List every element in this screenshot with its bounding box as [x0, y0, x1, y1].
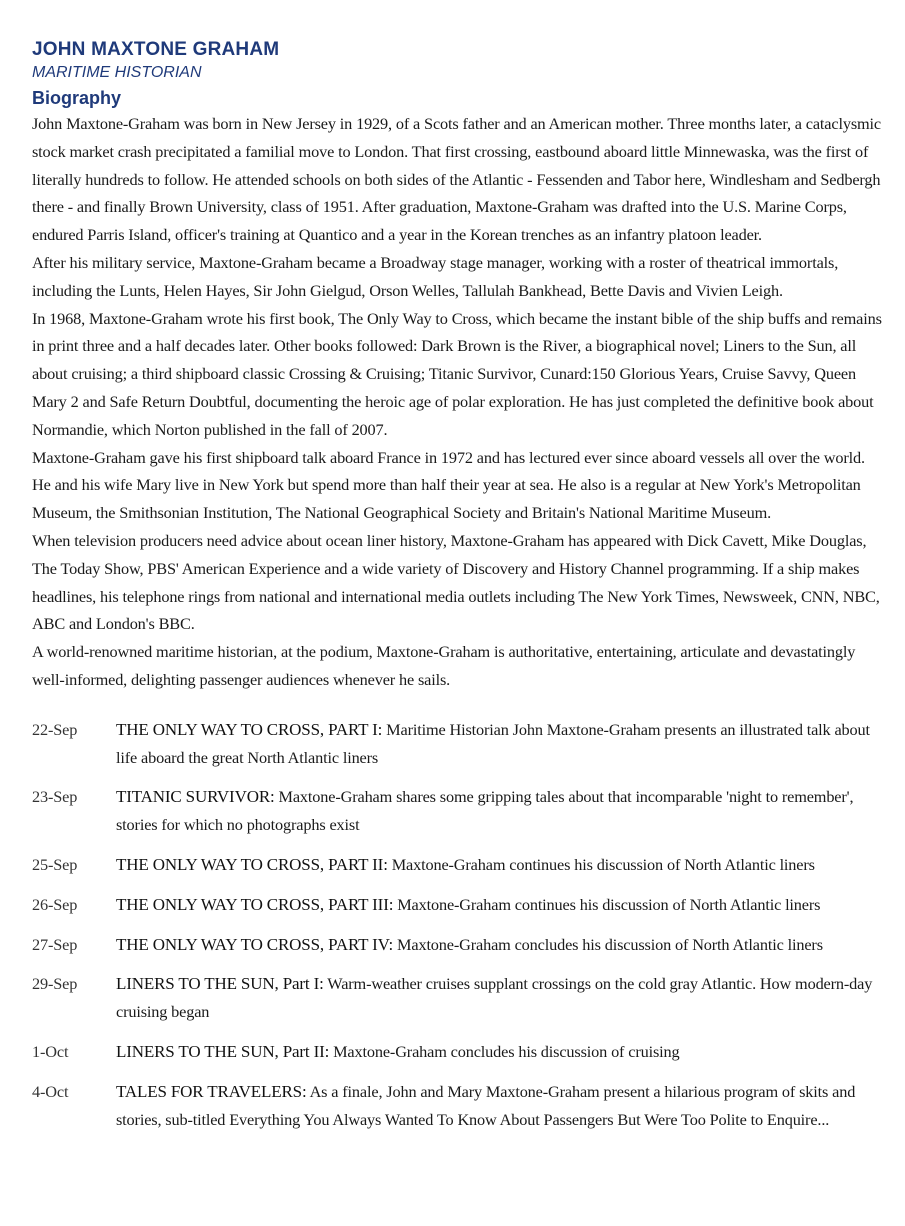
section-heading: Biography: [32, 88, 122, 108]
event-text: Maxtone-Graham concludes his discussion of North Atlantic liners: [393, 934, 823, 954]
bio-paragraph: After his military service, Maxtone-Graham became a Broadway stage manager, working with a roster of theatrical immortals, including the Lunts, Helen Hayes, Sir John Gielgud, Orson Welles, Tallulah Bankhead, Bette Davis and Vivien Leigh.: [32, 252, 839, 300]
event-text: Warm-weather cruises supplant crossings on the cold gray Atlantic. How modern-day cruising began: [116, 974, 873, 1022]
schedule-row: [32, 970, 882, 1026]
event-description: [116, 1038, 882, 1066]
schedule-row: [32, 716, 882, 772]
schedule-row: [32, 851, 882, 879]
bio-paragraph: In 1968, Maxtone-Graham wrote his first book, The Only Way to Cross, which became the instant bible of the ship buffs and remains in print three and a half decades later. Other books followed: Dark Brown is the River, a biographical novel; Liners to the Sun, all about cruising; a third shipboard classic Crossing & Cruising; Titanic Survivor, Cunard:150 Glorious Years, Cruise Savvy, Queen Mary 2 and Safe Return Doubtful, documenting the heroic age of polar exploration. He has just completed the definitive book about Normandie, which Norton published in the fall of 2007.: [32, 308, 882, 439]
event-text: Maxtone-Graham continues his discussion of North Atlantic liners: [387, 854, 815, 874]
document-page: [32, 38, 882, 1145]
lecture-schedule: [32, 716, 882, 1134]
event-title: LINERS TO THE SUN, Part II:: [116, 1041, 330, 1061]
event-date: 26-Sep: [32, 894, 78, 914]
event-title: THE ONLY WAY TO CROSS, PART II:: [116, 854, 388, 874]
event-title: THE ONLY WAY TO CROSS, PART III:: [116, 894, 394, 914]
event-date: 4-Oct: [32, 1081, 69, 1101]
biography-text: [32, 110, 882, 694]
event-text: Maxtone-Graham shares some gripping tales about that incomparable 'night to remember', stories for which no photographs exist: [116, 787, 854, 835]
bio-paragraph: Maxtone-Graham gave his first shipboard talk aboard France in 1972 and has lectured ever since aboard vessels all over the world. He and his wife Mary live in New York but spend more than half their year at sea. He also is a regular at New York's Metropolitan Museum, the Smithsonian Institution, The National Geographical Society and Britain's National Maritime Museum.: [32, 447, 865, 523]
event-date: 1-Oct: [32, 1041, 69, 1061]
event-text: As a finale, John and Mary Maxtone-Graham present a hilarious program of skits and stories, sub-titled Everything You Always Wanted To Know About Passengers But Were Too Polite to Enquire...: [116, 1081, 856, 1129]
event-description: [116, 931, 882, 959]
event-text: Maritime Historian John Maxtone-Graham presents an illustrated talk about life aboard the great North Atlantic liners: [116, 719, 870, 767]
schedule-row: [32, 891, 882, 919]
event-title: TITANIC SURVIVOR:: [116, 787, 275, 807]
event-description: [116, 1078, 882, 1134]
event-description: [116, 851, 882, 879]
event-title: THE ONLY WAY TO CROSS, PART IV:: [116, 934, 394, 954]
bio-paragraph: When television producers need advice about ocean liner history, Maxtone-Graham has appeared with Dick Cavett, Mike Douglas, The Today Show, PBS' American Experience and a wide variety of Discovery and History Channel programming. If a ship makes headlines, his telephone rings from national and international media outlets including The New York Times, Newsweek, CNN, NBC, ABC and London's BBC.: [32, 530, 880, 634]
schedule-row: [32, 783, 882, 839]
event-title: TALES FOR TRAVELERS:: [116, 1081, 307, 1101]
event-description: [116, 970, 882, 1026]
event-description: [116, 716, 882, 772]
event-date: 27-Sep: [32, 934, 78, 954]
schedule-row: [32, 1078, 882, 1134]
schedule-row: [32, 1038, 882, 1066]
event-title: LINERS TO THE SUN, Part I:: [116, 974, 324, 994]
lecturer-name: JOHN MAXTONE GRAHAM: [32, 39, 280, 60]
bio-paragraph: John Maxtone-Graham was born in New Jersey in 1929, of a Scots father and an American mother. Three months later, a cataclysmic stock market crash precipitated a familial move to London. That first crossing, eastbound aboard little Minnewaska, was the first of literally hundreds to follow. He attended schools on both sides of the Atlantic - Fessenden and Tabor here, Windlesham and Sedbergh there - and finally Brown University, class of 1951. After graduation, Maxtone-Graham was drafted into the U.S. Marine Corps, endured Parris Island, officer's training at Quantico and a year in the Korean trenches as an infantry platoon leader.: [32, 114, 881, 245]
event-description: [116, 783, 882, 839]
event-date: 29-Sep: [32, 974, 78, 994]
event-text: Maxtone-Graham continues his discussion of North Atlantic liners: [393, 894, 821, 914]
event-title: THE ONLY WAY TO CROSS, PART I:: [116, 719, 383, 739]
lecturer-role: MARITIME HISTORIAN: [32, 64, 202, 81]
event-date: 25-Sep: [32, 854, 78, 874]
schedule-row: [32, 931, 882, 959]
event-date: 22-Sep: [32, 719, 78, 739]
bio-paragraph: A world-renowned maritime historian, at the podium, Maxtone-Graham is authoritative, entertaining, articulate and devastatingly well-informed, delighting passenger audiences whenever he sails.: [32, 642, 856, 689]
event-text: Maxtone-Graham concludes his discussion of cruising: [329, 1041, 680, 1061]
event-date: 23-Sep: [32, 787, 78, 807]
event-description: [116, 891, 882, 919]
